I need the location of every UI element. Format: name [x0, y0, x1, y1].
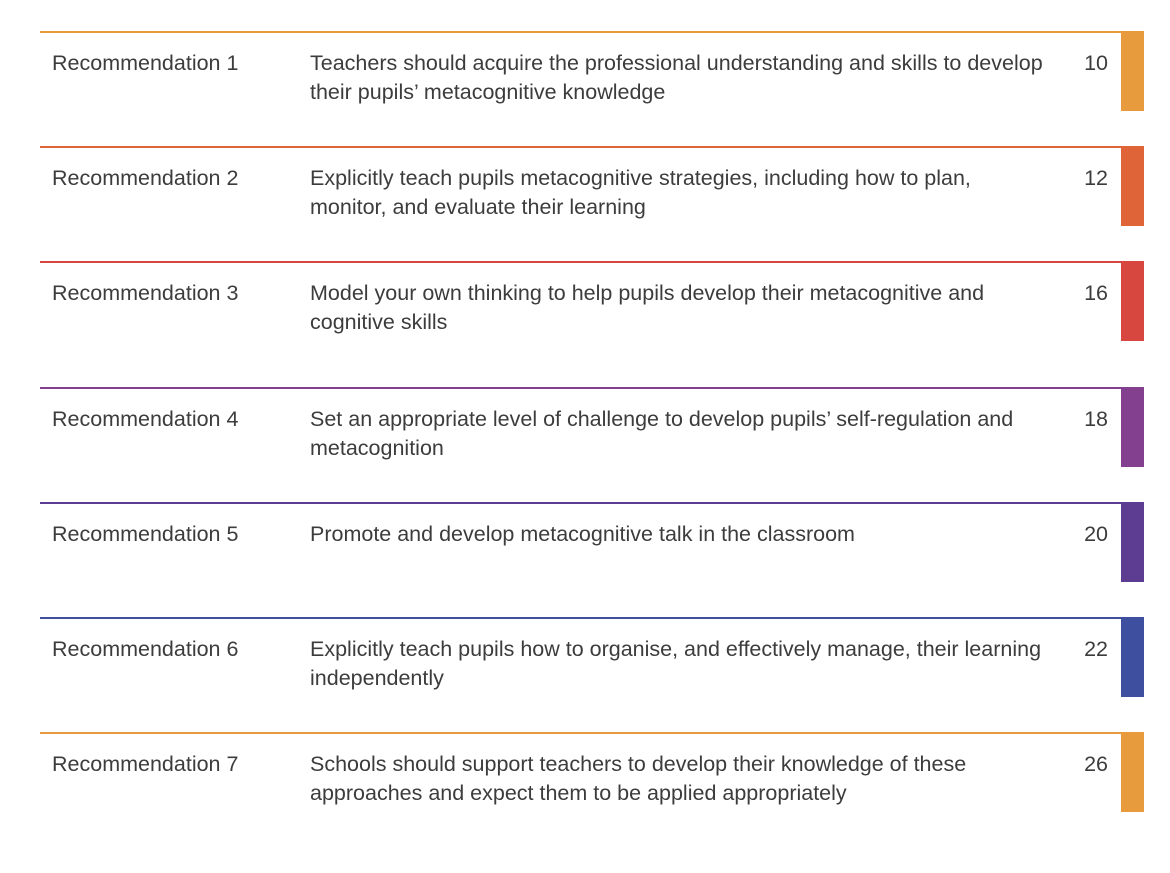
recommendation-row[interactable]: [40, 261, 1144, 341]
recommendation-text: Schools should support teachers to develop their knowledge of these approaches and expect them to be applied appropriately: [310, 752, 967, 805]
page-number: 20: [1084, 522, 1108, 546]
recommendation-row[interactable]: [40, 732, 1144, 812]
page-number: 22: [1084, 637, 1108, 661]
color-tab: [1121, 31, 1144, 111]
color-tab: [1121, 146, 1144, 226]
recommendation-text: Explicitly teach pupils how to organise, and effectively manage, their learning independently: [310, 637, 1042, 690]
recommendation-text: Model your own thinking to help pupils develop their metacognitive and cognitive skills: [310, 281, 985, 334]
page-number: 12: [1084, 166, 1108, 190]
recommendation-row[interactable]: [40, 387, 1144, 467]
divider: [40, 31, 1121, 33]
color-tab: [1121, 732, 1144, 812]
recommendation-text: Teachers should acquire the professional understanding and skills to develop their pupils’ metacognitive knowledge: [310, 51, 1043, 104]
color-tab: [1121, 617, 1144, 697]
divider: [40, 732, 1121, 734]
recommendation-row[interactable]: [40, 31, 1144, 111]
recommendation-row[interactable]: [40, 502, 1144, 582]
color-tab: [1121, 387, 1144, 467]
recommendation-label: Recommendation 6: [52, 637, 239, 661]
recommendation-label: Recommendation 4: [52, 407, 239, 431]
recommendation-label: Recommendation 1: [52, 51, 239, 75]
recommendation-text: Explicitly teach pupils metacognitive strategies, including how to plan, monitor, and evaluate their learning: [310, 166, 971, 219]
recommendation-text: Promote and develop metacognitive talk in the classroom: [310, 522, 855, 546]
recommendation-text: Set an appropriate level of challenge to develop pupils’ self-regulation and metacognition: [310, 407, 1014, 460]
divider: [40, 617, 1121, 619]
recommendation-label: Recommendation 5: [52, 522, 239, 546]
page-number: 16: [1084, 281, 1108, 305]
divider: [40, 502, 1121, 504]
recommendation-label: Recommendation 2: [52, 166, 239, 190]
recommendation-label: Recommendation 7: [52, 752, 239, 776]
recommendation-label: Recommendation 3: [52, 281, 239, 305]
page-number: 26: [1084, 752, 1108, 776]
color-tab: [1121, 502, 1144, 582]
color-tab: [1121, 261, 1144, 341]
page-number: 18: [1084, 407, 1108, 431]
divider: [40, 387, 1121, 389]
divider: [40, 146, 1121, 148]
recommendation-row[interactable]: [40, 617, 1144, 697]
recommendation-row[interactable]: [40, 146, 1144, 226]
divider: [40, 261, 1121, 263]
page-number: 10: [1084, 51, 1108, 75]
